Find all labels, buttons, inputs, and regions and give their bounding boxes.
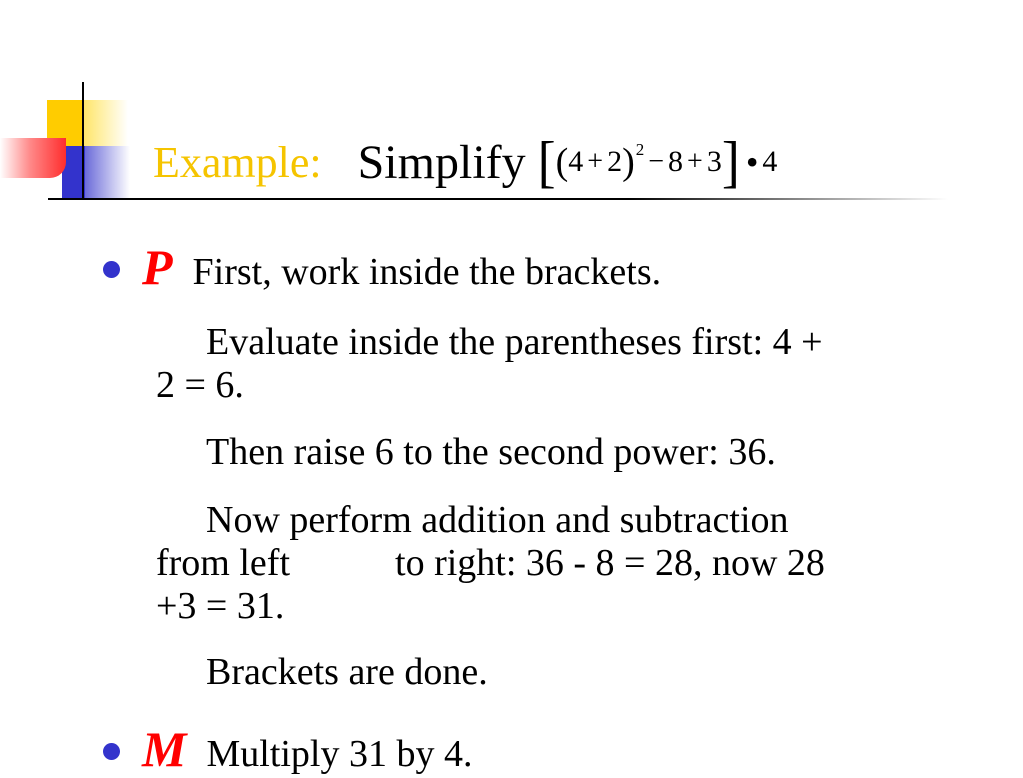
expr-exponent: 2 xyxy=(635,140,645,159)
expr-term-d: 3 xyxy=(706,145,722,178)
bullet-text-p: First, work inside the brackets. xyxy=(192,251,662,293)
bullet-letter-p: P xyxy=(142,239,173,295)
decor-vertical-line xyxy=(82,82,84,200)
step-parentheses xyxy=(156,321,976,407)
decor-yellow-fade xyxy=(83,100,128,146)
expr-open-bracket: [ xyxy=(537,130,556,194)
title-label: Example: xyxy=(153,137,322,187)
step-4-line-1: Brackets are done. xyxy=(206,651,488,693)
step-brackets-done xyxy=(156,651,976,694)
bullet-dot-icon xyxy=(103,261,120,278)
math-expression xyxy=(537,130,778,194)
expr-plus-2: + xyxy=(687,146,703,177)
bullet-dot-icon xyxy=(103,743,120,760)
expr-term-c: 8 xyxy=(668,145,684,178)
slide-title xyxy=(153,132,777,192)
decor-red-bar xyxy=(0,138,66,178)
expr-close-bracket: ] xyxy=(721,130,740,194)
step-exponent xyxy=(156,431,976,474)
step-3-line-3: +3 = 31. xyxy=(156,585,285,627)
expr-term-b: 2 xyxy=(607,145,623,178)
step-3-line-2a: from left xyxy=(156,542,291,584)
step-3-line-2b: to right: 36 - 8 = 28, now 28 xyxy=(395,542,825,584)
step-2-line-1: Then raise 6 to the second power: 36. xyxy=(206,431,776,473)
expr-open-paren: ( xyxy=(555,141,569,183)
title-underline xyxy=(48,198,628,200)
step-1-line-2: 2 = 6. xyxy=(156,364,244,406)
decor-blue-fade xyxy=(85,146,130,198)
expr-close-paren: ) xyxy=(622,141,635,183)
title-underline-fade xyxy=(628,198,948,200)
bullet-p xyxy=(103,238,661,296)
step-1-line-1: Evaluate inside the parentheses first: 4 + xyxy=(206,321,823,363)
expr-multiply-dot: • xyxy=(745,142,759,182)
title-simplify: Simplify xyxy=(357,135,526,189)
step-add-subtract xyxy=(156,499,976,628)
bullet-letter-m: M xyxy=(142,721,187,777)
expr-term-a: 4 xyxy=(568,145,584,178)
bullet-text-m: Multiply 31 by 4. xyxy=(206,733,473,775)
expr-minus: − xyxy=(648,146,665,177)
expr-term-e: 4 xyxy=(762,145,778,178)
step-3-line-1: Now perform addition and subtraction xyxy=(206,499,789,541)
expr-plus-1: + xyxy=(587,146,604,177)
bullet-m xyxy=(103,720,473,778)
